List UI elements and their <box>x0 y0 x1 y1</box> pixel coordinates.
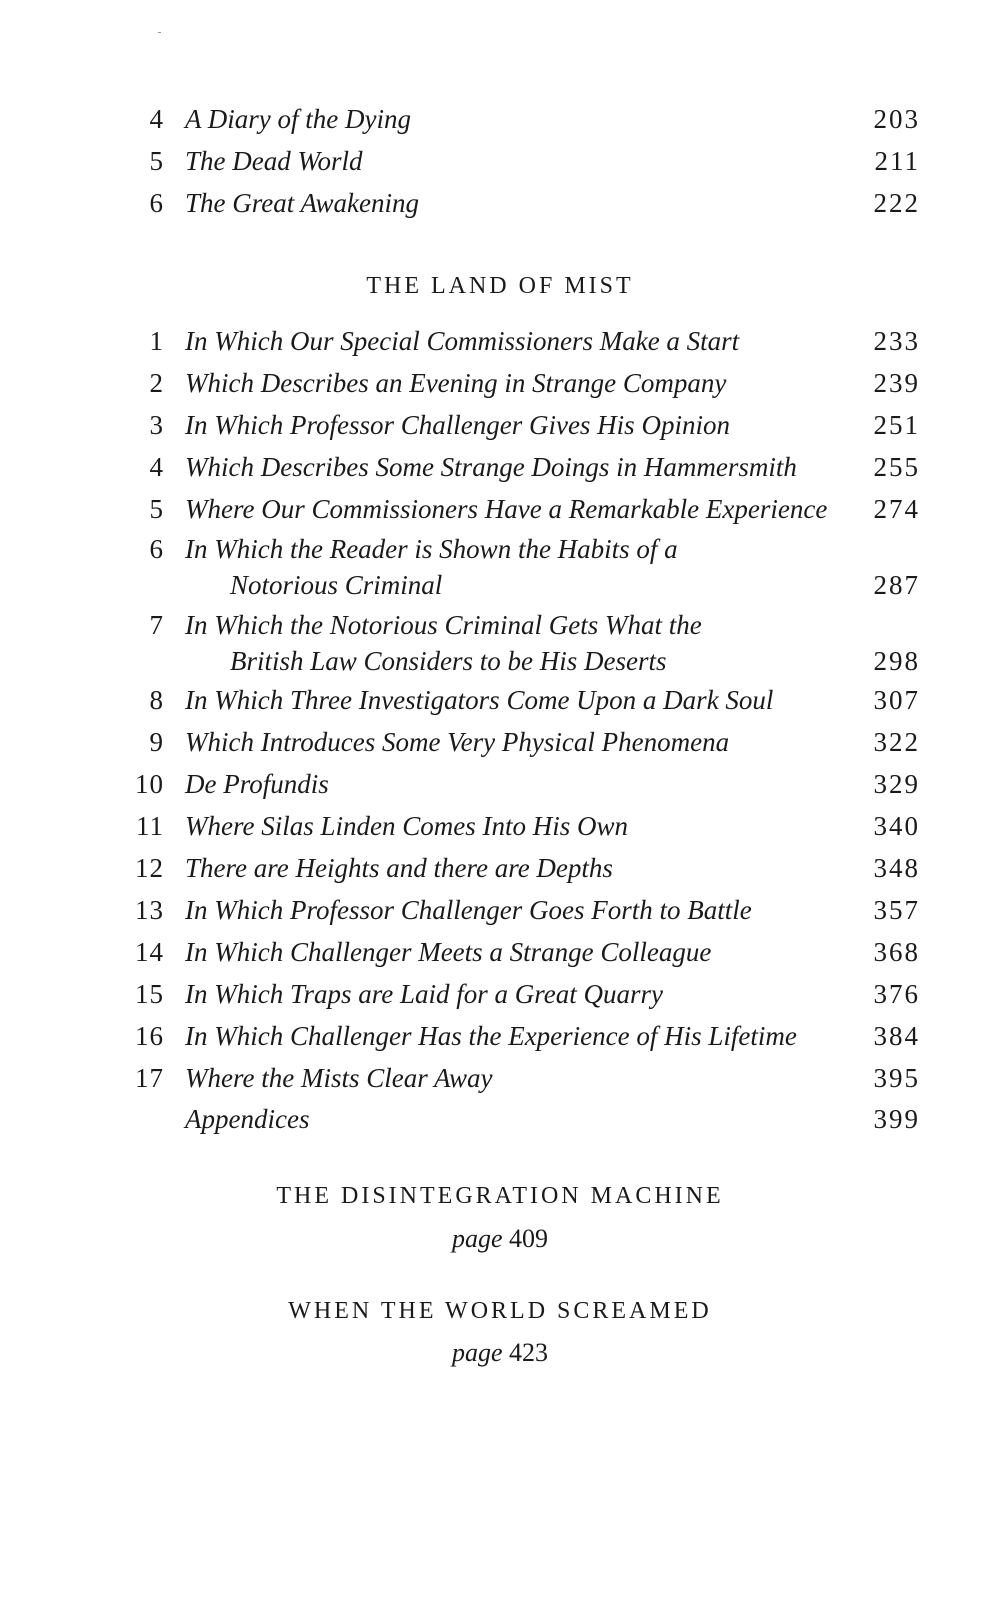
entry-page: 233 <box>873 326 920 356</box>
entry-number: 7 <box>149 610 164 640</box>
toc-entry <box>130 811 920 855</box>
toc-entry <box>130 326 920 370</box>
toc-entry <box>130 410 920 454</box>
entry-page: 376 <box>873 979 920 1009</box>
entry-number: 1 <box>149 326 164 356</box>
toc-entry <box>130 727 920 771</box>
entry-title: In Which Our Special Commissioners Make a Start <box>185 326 740 356</box>
entry-title: In Which Traps are Laid for a Great Quarry <box>185 979 664 1009</box>
entry-page: 274 <box>873 494 920 524</box>
entry-title: The Great Awakening <box>185 188 419 218</box>
page-reference <box>0 1224 1000 1254</box>
entry-title: Where the Mists Clear Away <box>185 1063 493 1093</box>
entry-page: 384 <box>873 1021 920 1051</box>
toc-entry <box>130 104 920 148</box>
entry-title: In Which the Reader is Shown the Habits of a <box>185 534 678 564</box>
entry-title: There are Heights and there are Depths <box>185 853 613 883</box>
toc-entry <box>130 685 920 729</box>
entry-title: A Diary of the Dying <box>185 104 411 134</box>
page-label: page <box>451 1338 503 1367</box>
entry-page: 340 <box>873 811 920 841</box>
entry-page: 307 <box>873 685 920 715</box>
entry-number: 16 <box>135 1021 164 1051</box>
entry-page: 222 <box>873 188 920 218</box>
entry-number: 3 <box>149 410 164 440</box>
entry-number: 5 <box>149 494 164 524</box>
entry-page: 211 <box>874 146 920 176</box>
section-heading-land-of-mist: THE LAND OF MIST <box>366 273 634 299</box>
toc-entry <box>130 146 920 190</box>
entry-title: Where Silas Linden Comes Into His Own <box>185 811 628 841</box>
entry-title: In Which Professor Challenger Gives His Opinion <box>185 410 730 440</box>
entry-page: 368 <box>873 937 920 967</box>
page-label: page <box>451 1224 503 1253</box>
toc-entry <box>130 610 920 690</box>
toc-entry <box>130 1104 920 1148</box>
entry-page: 329 <box>873 769 920 799</box>
toc-entry <box>130 534 920 614</box>
page-number: 409 <box>509 1224 549 1253</box>
scan-speck <box>158 32 161 33</box>
entry-number: 17 <box>135 1063 164 1093</box>
toc-entry <box>130 494 920 538</box>
entry-title: In Which Professor Challenger Goes Forth to Battle <box>185 895 752 925</box>
entry-page: 239 <box>873 368 920 398</box>
toc-entry <box>130 1021 920 1065</box>
entry-number: 8 <box>149 685 164 715</box>
entry-number: 14 <box>135 937 164 967</box>
entry-page: 348 <box>873 853 920 883</box>
entry-page: 251 <box>873 410 920 440</box>
entry-page: 298 <box>873 646 920 676</box>
entry-number: 5 <box>149 146 164 176</box>
toc-entry <box>130 368 920 412</box>
entry-title: The Dead World <box>185 146 363 176</box>
entry-number: 4 <box>149 452 164 482</box>
toc-entry <box>130 937 920 981</box>
entry-title: Which Introduces Some Very Physical Phenomena <box>185 727 730 757</box>
entry-number: 12 <box>135 853 164 883</box>
entry-title: Which Describes an Evening in Strange Company <box>185 368 727 398</box>
entry-number: 6 <box>149 534 164 564</box>
entry-number: 13 <box>135 895 164 925</box>
toc-entry <box>130 452 920 496</box>
page-number: 423 <box>509 1338 549 1367</box>
entry-title: In Which Challenger Has the Experience of His Lifetime <box>185 1021 797 1051</box>
entry-title: Which Describes Some Strange Doings in Hammersmith <box>185 452 797 482</box>
entry-page: 287 <box>873 570 920 600</box>
entry-page: 203 <box>873 104 920 134</box>
entry-page: 399 <box>873 1104 920 1134</box>
entry-title: In Which the Notorious Criminal Gets What the <box>185 610 702 640</box>
entry-title: In Which Challenger Meets a Strange Colleague <box>185 937 712 967</box>
entry-number: 4 <box>149 104 164 134</box>
entry-number: 10 <box>135 769 164 799</box>
entry-number: 2 <box>149 368 164 398</box>
entry-title-continued: British Law Considers to be His Deserts <box>230 646 667 676</box>
toc-entry <box>130 1063 920 1107</box>
entry-title: In Which Three Investigators Come Upon a Dark Soul <box>185 685 774 715</box>
section-heading-when-the-world-screamed: WHEN THE WORLD SCREAMED <box>288 1298 712 1324</box>
entry-page: 322 <box>873 727 920 757</box>
toc-entry <box>130 188 920 232</box>
entry-page: 395 <box>873 1063 920 1093</box>
section-heading-disintegration-machine: THE DISINTEGRATION MACHINE <box>276 1183 724 1209</box>
toc-entry <box>130 895 920 939</box>
entry-title: Where Our Commissioners Have a Remarkable Experience <box>185 494 828 524</box>
page-reference <box>0 1338 1000 1368</box>
entry-page: 357 <box>873 895 920 925</box>
entry-page: 255 <box>873 452 920 482</box>
entry-number: 6 <box>149 188 164 218</box>
entry-title-continued: Notorious Criminal <box>230 570 443 600</box>
toc-entry <box>130 769 920 813</box>
toc-entry <box>130 853 920 897</box>
entry-number: 11 <box>136 811 164 841</box>
entry-number: 15 <box>135 979 164 1009</box>
toc-entry <box>130 979 920 1023</box>
entry-title: Appendices <box>185 1104 310 1134</box>
entry-number: 9 <box>149 727 164 757</box>
entry-title: De Profundis <box>185 769 329 799</box>
